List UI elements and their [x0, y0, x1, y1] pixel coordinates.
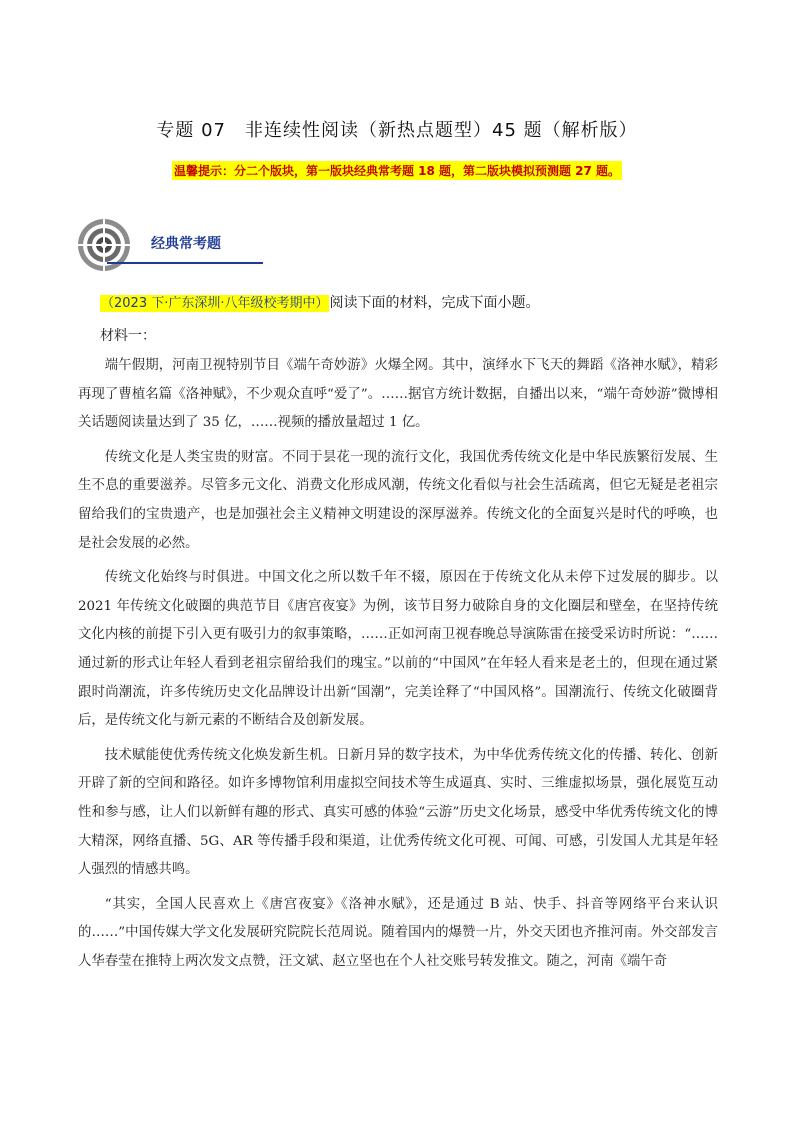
- question-instruction: 阅读下面的材料，完成下面小题。: [329, 295, 540, 311]
- material-body: [78, 352, 718, 982]
- section-title: 经典常考题: [151, 236, 221, 252]
- document-title: 专题 07 非连续性阅读（新热点题型）45 题（解析版）: [156, 120, 638, 141]
- section-header: [77, 218, 247, 274]
- paragraph-5: “其实，全国人民喜欢上《唐宫夜宴》《洛神水赋》，还是通过 B 站、快手、抖音等网络平台来认识的……”中国传媒大学文化发展研究院院长范周说。随着国内的爆赞一片，外交天团也齐推河南。外交部发言人华春莹在推特上两次发文点赞，汪文斌、赵立坚也在个人社交账号转发推文。随之，河南《端午奇: [78, 896, 718, 969]
- question-source-tag: （2023 下·广东深圳·八年级校考期中）: [101, 296, 329, 311]
- paragraph-3: 传统文化始终与时俱进。中国文化之所以数千年不辍，原因在于传统文化从未停下过发展的脚步。以 2021 年传统文化破圈的典范节目《唐宫夜宴》为例，该节目努力破除自身的文化圈层和壁垒，在坚持传统文化内核的前提下引入更有吸引力的叙事策略，……正如河南卫视春晚总导演陈雷在接受采访时所说：“……通过新的形式让年轻人看到老祖宗留给我们的瑰宝。”以前的“中国风”在年轻人看来是老土的，但现在通过紧跟时尚潮流，许多传统历史文化品牌设计出新“国潮”，完美诠释了“中国风格”。国潮流行、传统文化破圈背后，是传统文化与新元素的不断结合及创新发展。: [78, 570, 718, 729]
- paragraph-1: 端午假期，河南卫视特别节目《端午奇妙游》火爆全网。其中，演绎水下飞天的舞蹈《洛神水赋》，精彩再现了曹植名篇《洛神赋》，不少观众直呼“爱了”。……据官方统计数据，自播出以来，“端午奇妙游”微博相关话题阅读量达到了 35 亿，……视频的播放量超过 1 亿。: [78, 358, 718, 431]
- question-source-line: [100, 292, 539, 312]
- material-label: 材料一：: [100, 328, 156, 344]
- paragraph-4: 技术赋能使优秀传统文化焕发新生机。日新月异的数字技术，为中华优秀传统文化的传播、转化、创新开辟了新的空间和路径。如许多博物馆利用虚拟空间技术等生成逼真、实时、三维虚拟场景，强化展览互动性和参与感，让人们以新鲜有趣的形式、真实可感的体验“云游”历史文化场景，感受中华优秀传统文化的博大精深，网络直播、5G、AR 等传播手段和渠道，让优秀传统文化可视、可闻、可感，引发国人尤其是年轻人强烈的情感共鸣。: [78, 747, 718, 878]
- tip-wrapper: [0, 160, 794, 180]
- warm-tip: 温馨提示：分二个版块，第一版块经典常考题 18 题，第二版块模拟预测题 27 题。: [172, 161, 622, 180]
- paragraph-2: 传统文化是人类宝贵的财富。不同于昙花一现的流行文化，我国优秀传统文化是中华民族繁衍发展、生生不息的重要滋养。尽管多元文化、消费文化形成风潮，传统文化看似与社会生活疏离，但它无疑是老祖宗留给我们的宝贵遗产，也是加强社会主义精神文明建设的深厚滋养。传统文化的全面复兴是时代的呼唤，也是社会发展的必然。: [78, 449, 718, 551]
- section-underline: [107, 262, 263, 264]
